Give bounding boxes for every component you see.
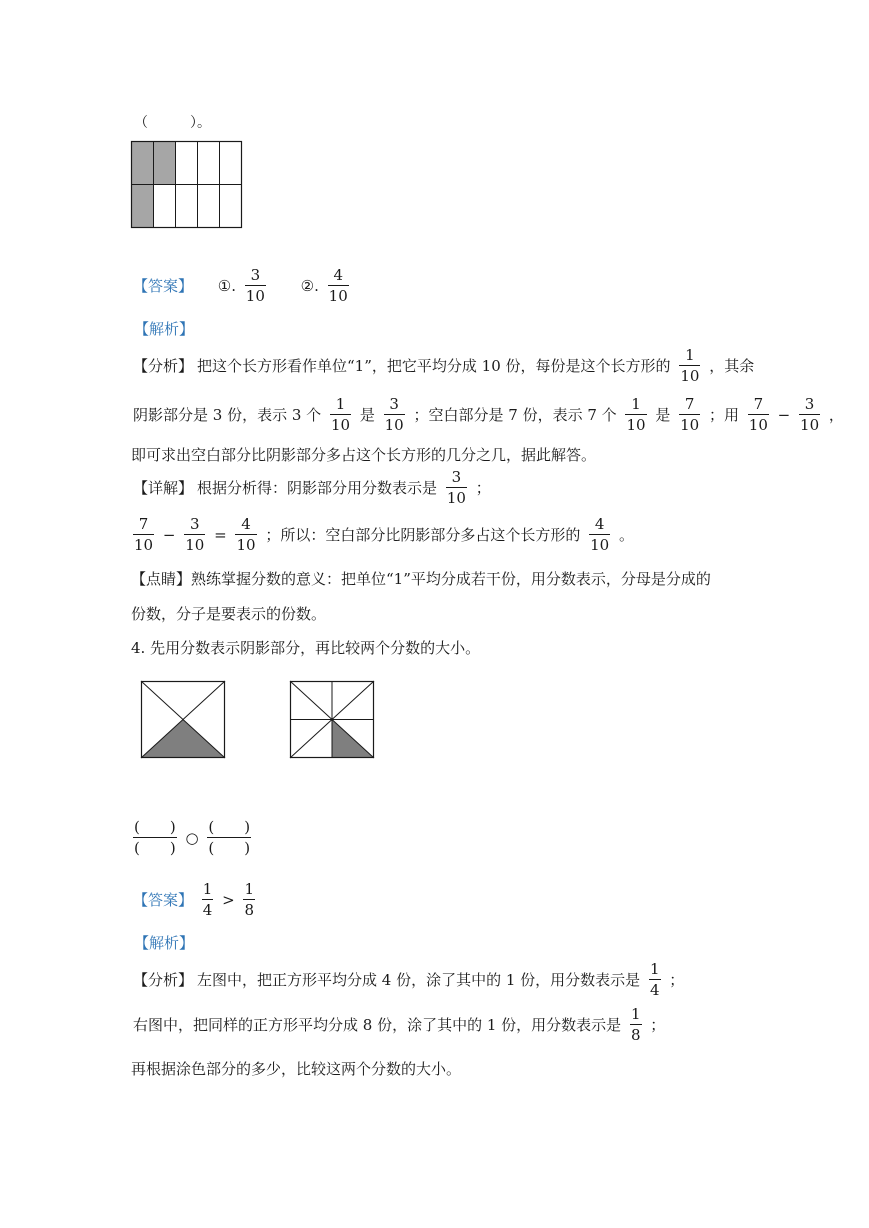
fraction: $\frac{7}{10}$ bbox=[748, 395, 768, 434]
shaded-triangle bbox=[141, 720, 225, 759]
answer-row-q4: 【答案】 $\frac{1}{4}$ > $\frac{1}{8}$ bbox=[133, 880, 255, 919]
fraction: $\frac{3}{10}$ bbox=[245, 266, 265, 305]
analysis-line: 右图中，把同样的正方形平均分成 8 份，涂了其中的 1 份，用分数表示是 $\frac{1}{8}$ ； bbox=[133, 1005, 666, 1044]
fraction: $\frac{1}{4}$ bbox=[202, 880, 213, 919]
detail-line: 【详解】 根据分析得：阴影部分用分数表示是 $\frac{3}{10}$ ； bbox=[133, 468, 491, 507]
analysis-label: 【解析】 bbox=[134, 320, 195, 338]
analysis-label: 【解析】 bbox=[134, 934, 195, 952]
fraction: $\frac{1}{8}$ bbox=[244, 880, 255, 919]
blank-fraction: $\frac{( )}{( )}$ bbox=[134, 818, 176, 857]
fraction: $\frac{4}{10}$ bbox=[590, 515, 610, 554]
blank-fraction: $\frac{( )}{( )}$ bbox=[208, 818, 251, 857]
analysis-line: 即可求出空白部分比阴影部分多占这个长方形的几分之几，据此解答。 bbox=[131, 446, 597, 464]
analysis-line: 阴影部分是 3 份，表示 3 个 $\frac{1}{10}$ 是 $\frac{3}{10}$ ；空白部分是 7 份，表示 7 个 $\frac{1}{10}$ 是 $\frac{7}{10}$ ；用 $\frac{7}{10}$ − $\frac{3}{10}$ ， bbox=[133, 395, 844, 434]
fraction: $\frac{4}{10}$ bbox=[236, 515, 256, 554]
fraction: $\frac{4}{10}$ bbox=[328, 266, 348, 305]
answer-blank: （ ）。 bbox=[134, 115, 211, 131]
comparison-blanks bbox=[131, 820, 253, 856]
answer-label: 【答案】 bbox=[133, 890, 194, 909]
analysis-line: 【分析】 左图中，把正方形平均分成 4 份，涂了其中的 1 份，用分数表示是 $\frac{1}{4}$ ； bbox=[133, 960, 685, 999]
grid-cell-shaded bbox=[131, 184, 153, 228]
detail-line: $\frac{7}{10}$ − $\frac{3}{10}$ = $\frac{4}{10}$ ；所以：空白部分比阴影部分多占这个长方形的 $\frac{4}{10}$ 。 bbox=[134, 515, 635, 554]
grid-cell-shaded bbox=[131, 141, 153, 184]
answer-marker-2: ②. bbox=[300, 276, 319, 295]
fraction: $\frac{1}{4}$ bbox=[649, 960, 660, 999]
fraction: $\frac{3}{10}$ bbox=[800, 395, 820, 434]
answer-marker-1: ①. bbox=[217, 276, 237, 295]
fraction: $\frac{1}{10}$ bbox=[330, 395, 351, 434]
comparison-circle: ○ bbox=[185, 828, 199, 847]
key-point-line: 【点睛】熟练掌握分数的意义：把单位“1”平均分成若干份，用分数表示，分母是分成的 bbox=[131, 570, 711, 588]
fraction: $\frac{7}{10}$ bbox=[680, 395, 700, 434]
fraction: $\frac{3}{10}$ bbox=[446, 468, 466, 507]
answer-row-q3 bbox=[131, 268, 351, 304]
square-4-parts-figure bbox=[141, 681, 226, 759]
grid-cell-shaded bbox=[153, 141, 175, 184]
answer-label: 【答案】 bbox=[133, 276, 194, 295]
fraction: $\frac{1}{10}$ bbox=[680, 346, 700, 385]
key-point-line: 份数，分子是要表示的份数。 bbox=[131, 605, 327, 623]
fraction: $\frac{3}{10}$ bbox=[185, 515, 205, 554]
analysis-line: 【分析】 把这个长方形看作单位“1”，把它平均分成 10 份，每份是这个长方形的 $\frac{1}{10}$ ，其余 bbox=[133, 346, 755, 385]
question-4-stem: 4. 先用分数表示阴影部分，再比较两个分数的大小。 bbox=[131, 639, 481, 657]
rectangle-grid-figure bbox=[131, 141, 243, 229]
fraction: $\frac{3}{10}$ bbox=[384, 395, 404, 434]
square-8-parts-figure bbox=[290, 681, 375, 759]
fraction: $\frac{7}{10}$ bbox=[134, 515, 154, 554]
analysis-line: 再根据涂色部分的多少，比较这两个分数的大小。 bbox=[131, 1060, 462, 1078]
fraction: $\frac{1}{10}$ bbox=[626, 395, 646, 434]
fraction: $\frac{1}{8}$ bbox=[630, 1005, 641, 1044]
